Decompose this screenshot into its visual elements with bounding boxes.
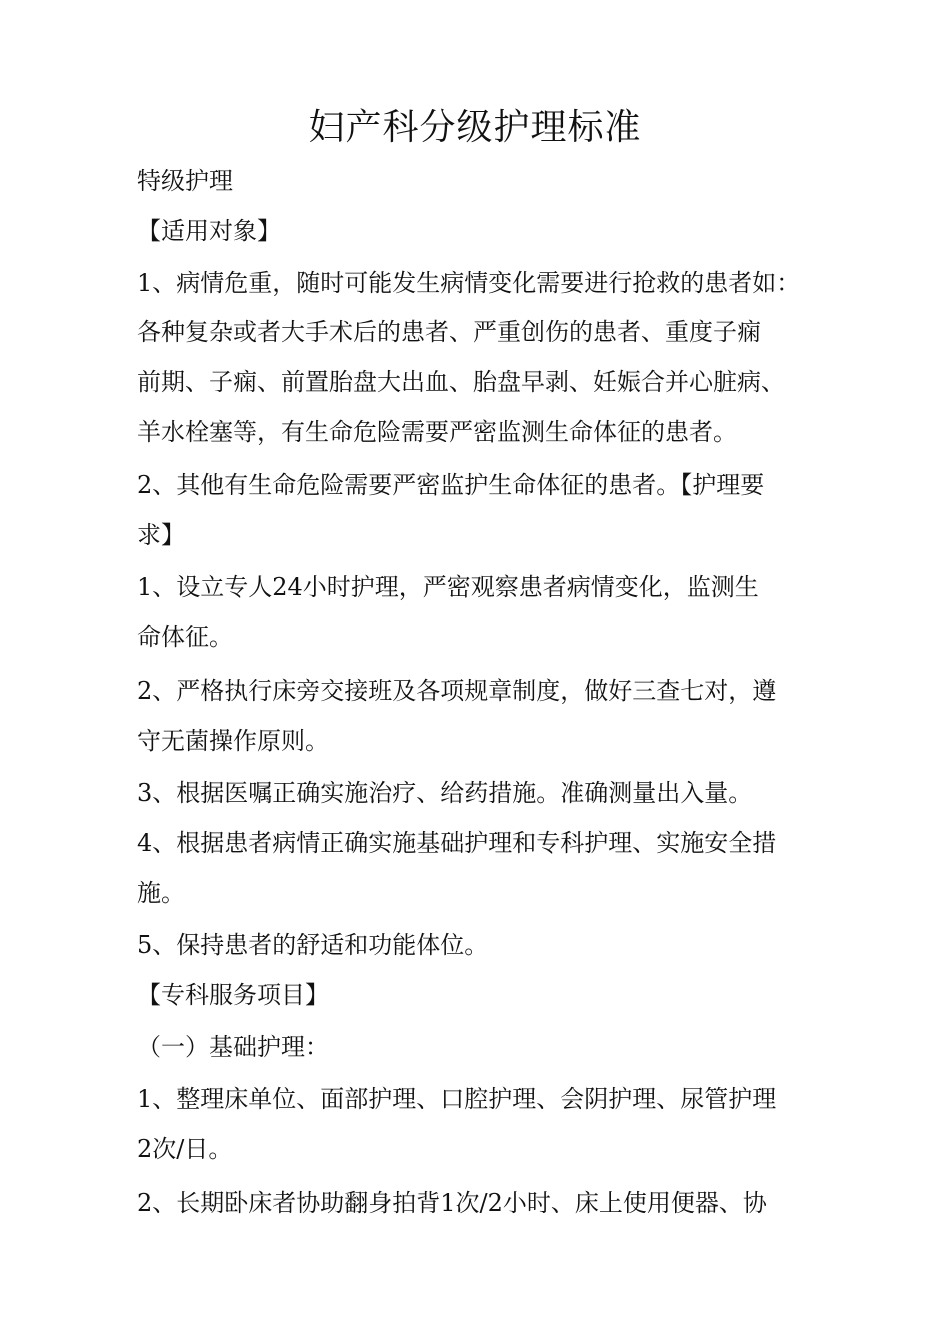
document-title: 妇产科分级护理标准 bbox=[308, 107, 642, 148]
text-line: 求】 bbox=[137, 521, 185, 549]
text-line: 2次/日。 bbox=[137, 1135, 233, 1163]
text-line: 1、整理床单位、面部护理、口腔护理、会阴护理、尿管护理 bbox=[137, 1085, 777, 1113]
text-line: 3、根据医嘱正确实施治疗、给药措施。准确测量出入量。 bbox=[137, 779, 753, 807]
text-line: 守无菌操作原则。 bbox=[137, 727, 329, 755]
text-line: 各种复杂或者大手术后的患者、严重创伤的患者、重度子痫 bbox=[137, 318, 761, 346]
text-line: 5、保持患者的舒适和功能体位。 bbox=[137, 931, 489, 959]
text-line: 羊水栓塞等，有生命危险需要严密监测生命体征的患者。 bbox=[137, 418, 737, 446]
section-heading-special-care: 特级护理 bbox=[137, 167, 233, 195]
text-line: 1、病情危重，随时可能发生病情变化需要进行抢救的患者如： bbox=[137, 269, 801, 297]
text-line: 2、其他有生命危险需要严密监护生命体征的患者。【护理要 bbox=[137, 471, 765, 499]
text-line: 前期、子痫、前置胎盘大出血、胎盘早剥、妊娠合并心脏病、 bbox=[137, 368, 785, 396]
text-line: 4、根据患者病情正确实施基础护理和专科护理、实施安全措 bbox=[137, 829, 777, 857]
text-line: 施。 bbox=[137, 879, 185, 907]
text-line: 1、设立专人24小时护理，严密观察患者病情变化，监测生 bbox=[137, 573, 759, 601]
subheading-basic-care: （一）基础护理： bbox=[137, 1033, 329, 1061]
subheading-applicable-patients: 【适用对象】 bbox=[137, 217, 281, 245]
text-line: 2、长期卧床者协助翻身拍背1次/2小时、床上使用便器、协 bbox=[137, 1189, 767, 1217]
text-line: 2、严格执行床旁交接班及各项规章制度，做好三查七对，遵 bbox=[137, 677, 777, 705]
subheading-specialty-services: 【专科服务项目】 bbox=[137, 981, 329, 1009]
text-line: 命体征。 bbox=[137, 623, 233, 651]
